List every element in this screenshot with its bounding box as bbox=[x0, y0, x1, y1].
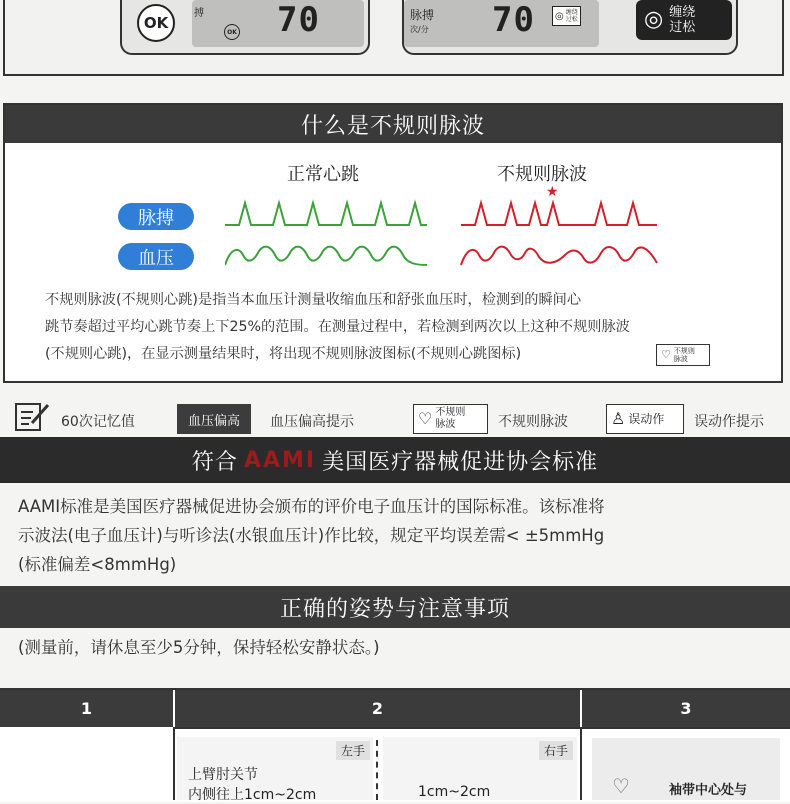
step-header-3: 3 bbox=[582, 690, 790, 727]
irregular-pressure-wave bbox=[461, 247, 657, 265]
elbow-line1: 上臂肘关节 bbox=[188, 767, 258, 783]
pressure-pill: 血压 bbox=[118, 243, 194, 270]
desc-line: 跳节奏超过平均心跳节奏上下25%的范围。在测量过程中，若检测到两次以上这种不规则脉波 bbox=[45, 319, 630, 335]
lcd-screen bbox=[192, 0, 364, 47]
irregular-pulse-wave bbox=[461, 203, 657, 225]
motion-error-label: 误动作提示 bbox=[694, 414, 764, 430]
waveform-graphics bbox=[225, 195, 665, 275]
column-divider bbox=[173, 727, 175, 800]
person-icon: ♙ bbox=[611, 409, 626, 428]
heart-icon: ♡ bbox=[418, 409, 433, 428]
high-bp-icon: 血压偏高 bbox=[177, 404, 251, 434]
cuff-center-label: 袖带中心处与 bbox=[669, 783, 748, 798]
lcd-label-partial: 搏 bbox=[194, 8, 204, 19]
cuff-loose-button[interactable] bbox=[636, 0, 732, 40]
irregular-pulse-icon: ♡ 不规则 脉波 bbox=[656, 344, 710, 366]
device-card-cuff bbox=[402, 0, 738, 55]
pulse-label: 脉搏 bbox=[410, 8, 435, 22]
left-hand-tag: 左手 bbox=[336, 741, 370, 760]
posture-note: (测量前，请休息至少5分钟，保持轻松安静状态。) bbox=[18, 638, 380, 657]
aami-description bbox=[18, 492, 783, 579]
section-title: 什么是不规则脉波 bbox=[5, 105, 781, 143]
normal-heartbeat-label: 正常心跳 bbox=[287, 164, 359, 185]
row-divider bbox=[175, 727, 790, 729]
dashed-divider bbox=[376, 740, 380, 800]
lcd-screen-right bbox=[404, 0, 599, 47]
star-icon: ★ bbox=[546, 184, 559, 200]
memory-label: 60次记忆值 bbox=[61, 414, 135, 430]
column-divider bbox=[580, 727, 582, 800]
irregular-legend-label: 不规则脉波 bbox=[498, 414, 568, 430]
desc-line: 不规则脉波(不规则心跳)是指当本血压计测量收缩血压和舒张血压时，检测到的瞬间心 bbox=[45, 292, 582, 308]
aami-title-pre: 符合 bbox=[191, 449, 238, 475]
heart-icon: ♡ bbox=[661, 348, 671, 361]
cuff-label-line2: 过松 bbox=[669, 20, 696, 35]
posture-title: 正确的姿势与注意事项 bbox=[0, 586, 790, 628]
high-bp-label: 血压偏高提示 bbox=[270, 414, 354, 430]
pulse-unit: 次/分 bbox=[410, 25, 429, 34]
ok-mini-icon: OK bbox=[224, 24, 240, 40]
aami-title-post: 美国医疗器械促进协会标准 bbox=[322, 449, 599, 475]
cuff-mini-icon: ◎ 缠绕 过松 bbox=[552, 6, 581, 26]
normal-pulse-wave bbox=[225, 203, 427, 225]
aami-line: 示波法(电子血压计)与听诊法(水银血压计)作比较，规定平均误差需< ±5mmHg bbox=[18, 526, 605, 545]
distance-label: 1cm~2cm bbox=[418, 784, 491, 800]
ok-button-icon: OK bbox=[137, 4, 175, 42]
motion-error-icon: ♙ 误动作 bbox=[606, 404, 684, 434]
memory-notepad-icon bbox=[14, 399, 52, 433]
device-card-ok bbox=[120, 0, 370, 55]
reading-value-right: 70 bbox=[492, 0, 535, 40]
desc-line: (不规则心跳)，在显示测量结果时，将出现不规则脉波图标(不规则心跳图标) bbox=[45, 346, 522, 362]
cuff-label-line1: 缠绕 bbox=[669, 5, 696, 20]
irregular-pulse-label: 不规则脉波 bbox=[497, 164, 587, 185]
right-hand-tag: 右手 bbox=[539, 741, 573, 760]
aami-brand: AAMI bbox=[243, 447, 317, 473]
step-header-2: 2 bbox=[175, 690, 580, 727]
pulse-pill: 脉搏 bbox=[118, 203, 194, 230]
aami-line: (标准偏差<8mmHg) bbox=[18, 555, 177, 574]
normal-pressure-wave bbox=[225, 247, 427, 265]
cuff-illustration-icon: ♡ bbox=[612, 774, 630, 798]
step-header-1: 1 bbox=[0, 690, 173, 727]
irregular-legend-icon: ♡ 不规则 脉波 bbox=[413, 404, 488, 434]
reading-value: 70 bbox=[277, 0, 320, 40]
aami-title-bar bbox=[0, 437, 790, 483]
elbow-line2: 内侧往上1cm~2cm bbox=[188, 787, 317, 803]
cuff-wrap-icon: ◎ bbox=[644, 7, 664, 32]
aami-line: AAMI标准是美国医疗器械促进协会颁布的评价电子血压计的国际标准。该标准将 bbox=[18, 497, 605, 516]
